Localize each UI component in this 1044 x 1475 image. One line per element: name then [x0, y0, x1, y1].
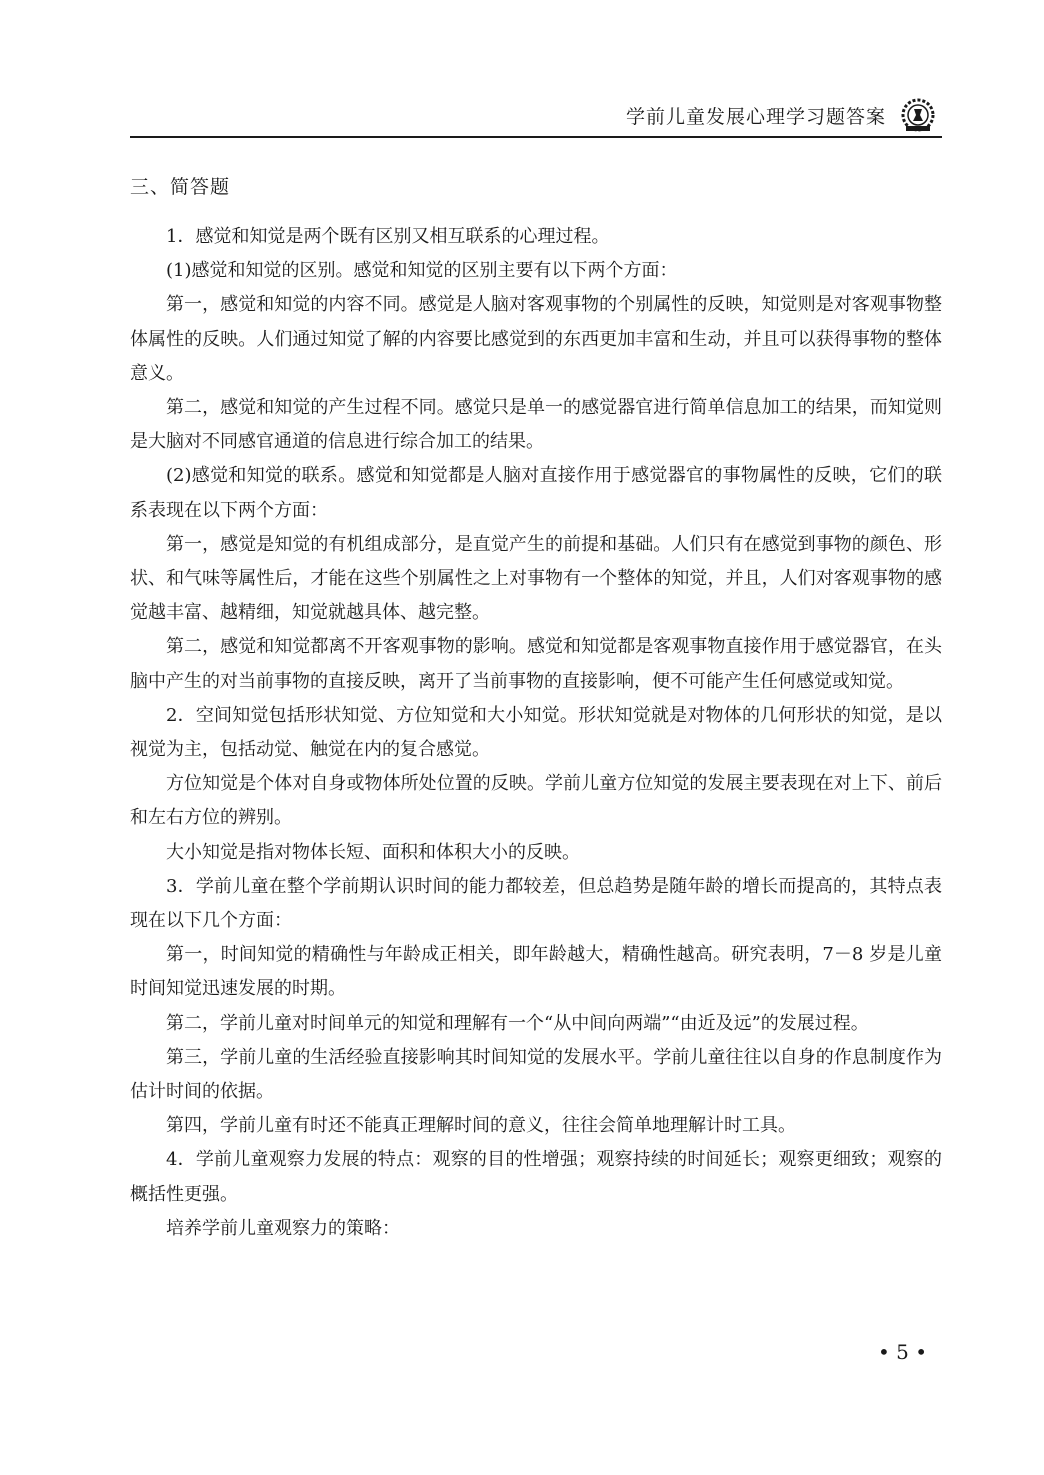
paragraph: 1．感觉和知觉是两个既有区别又相互联系的心理过程。	[166, 226, 610, 247]
paragraph: 2．空间知觉包括形状知觉、方位知觉和大小知觉。形状知觉就是对物体的几何形状的知觉，是以视觉为主，包括动觉、触觉在内的复合感觉。	[130, 704, 942, 761]
section-heading: 三、简答题	[130, 176, 231, 198]
page-header	[130, 96, 942, 138]
paragraph: 培养学前儿童观察力的策略：	[166, 1217, 400, 1239]
paragraph: 第一，感觉是知觉的有机组成部分，是直觉产生的前提和基础。人们只有在感觉到事物的颜色、形状、和气味等属性后，才能在这些个别属性之上对事物有一个整体的知觉，并且，人们对客观事物的感觉越丰富、越精细，知觉就越具体、越完整。	[130, 533, 942, 624]
paragraph: 3．学前儿童在整个学前期认识时间的能力都较差，但总趋势是随年龄的增长而提高的，其特点表现在以下几个方面：	[130, 875, 942, 932]
paragraph: 第一，时间知觉的精确性与年龄成正相关，即年龄越大，精确性越高。研究表明，7－8 岁是儿童时间知觉迅速发展的时期。	[130, 944, 942, 1000]
paragraph: 第三，学前儿童的生活经验直接影响其时间知觉的发展水平。学前儿童往往以自身的作息制度作为估计时间的依据。	[130, 1046, 942, 1103]
paragraph: 第二，感觉和知觉的产生过程不同。感觉只是单一的感觉器官进行简单信息加工的结果，而知觉则是大脑对不同感官通道的信息进行综合加工的结果。	[130, 397, 942, 453]
page-number: • 5 •	[878, 1340, 928, 1364]
paragraph: 方位知觉是个体对自身或物体所处位置的反映。学前儿童方位知觉的发展主要表现在对上下、前后和左右方位的辨别。	[130, 773, 942, 829]
paragraph: 第二，学前儿童对时间单元的知觉和理解有一个“从中间向两端”“由近及远”的发展过程。	[166, 1012, 869, 1034]
paragraph: 大小知觉是指对物体长短、面积和体积大小的反映。	[166, 841, 580, 863]
paragraph: 第一，感觉和知觉的内容不同。感觉是人脑对客观事物的个别属性的反映，知觉则是对客观事物整体属性的反映。人们通过知觉了解的内容要比感觉到的东西更加丰富和生动，并且可以获得事物的整体意义。	[130, 294, 942, 384]
publisher-logo	[898, 96, 938, 134]
main-content	[130, 170, 942, 1246]
paragraph: 4．学前儿童观察力发展的特点：观察的目的性增强；观察持续的时间延长；观察更细致；观察的概括性更强。	[130, 1149, 942, 1205]
paragraph: (1)感觉和知觉的区别。感觉和知觉的区别主要有以下两个方面：	[166, 260, 678, 282]
running-title: 学前儿童发展心理学习题答案	[625, 106, 886, 128]
paragraph: 第二，感觉和知觉都离不开客观事物的影响。感觉和知觉都是客观事物直接作用于感觉器官，在头脑中产生的对当前事物的直接反映，离开了当前事物的直接影响，便不可能产生任何感觉或知觉。	[130, 636, 942, 692]
paragraph: (2)感觉和知觉的联系。感觉和知觉都是人脑对直接作用于感觉器官的事物属性的反映，它们的联系表现在以下两个方面：	[130, 465, 942, 521]
paragraph: 第四，学前儿童有时还不能真正理解时间的意义，往往会简单地理解计时工具。	[166, 1115, 796, 1137]
